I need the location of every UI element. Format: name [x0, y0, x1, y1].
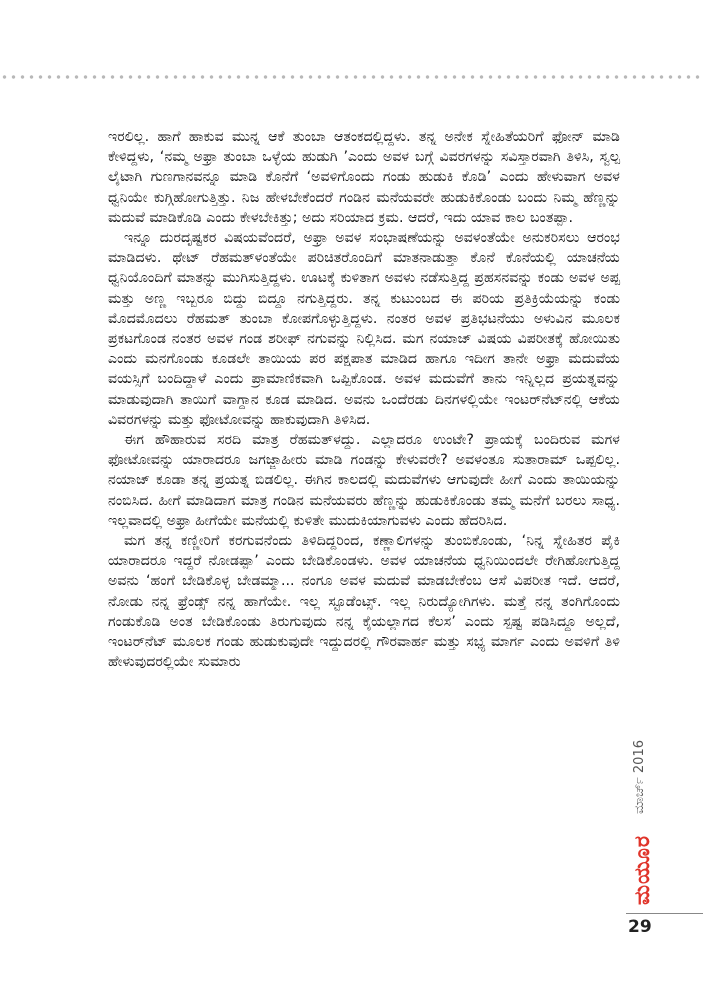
article-body: [108, 127, 620, 672]
magazine-name: ಮಯೂರ: [630, 835, 654, 905]
paragraph-2: ಇನ್ನೂ ದುರದೃಷ್ಟಕರ ವಿಷಯವೆಂದರೆ, ಅಫ್ರಾ ಅವಳ ಸಂಭಾಷಣೆಯನ್ನು ಅವಳಂತೆಯೇ ಅನುಕರಿಸಲು ಆರಂಭ ಮಾಡಿದಳು. ಥೇಟ್ ರೆಹಮತ್‌ಳಂತೆಯೇ ಪರಿಚಿತರೊಂದಿಗೆ ಮಾತನಾಡುತ್ತಾ ಕೊನೆ ಕೊನೆಯಲ್ಲಿ ಯಾಚನೆಯ ಧ್ವನಿಯೊಂದಿಗೆ ಮಾತನ್ನು ಮುಗಿಸುತ್ತಿದ್ದಳು. ಊಟಕ್ಕೆ ಕುಳಿತಾಗ ಅವಳು ನಡೆಸುತ್ತಿದ್ದ ಪ್ರಹಸನವನ್ನು ಕಂಡು ಅವಳ ಅಪ್ಪ ಮತ್ತು ಅಣ್ಣ ಇಬ್ಬರೂ ಬಿದ್ದು ಬಿದ್ದೂ ನಗುತ್ತಿದ್ದರು. ತನ್ನ ಕುಟುಂಬದ ಈ ಪರಿಯ ಪ್ರತಿಕ್ರಿಯೆಯನ್ನು ಕಂಡು ಮೊದಮೊದಲು ರೆಹಮತ್ ತುಂಬಾ ಕೋಪಗೊಳ್ಳುತ್ತಿದ್ದಳು. ನಂತರ ಅವಳ ಪ್ರತಿಭಟನೆಯು ಅಳುವಿನ ಮೂಲಕ ಪ್ರಕಟಗೊಂಡ ನಂತರ ಅವಳ ಗಂಡ ಶರೀಫ್ ನಗುವನ್ನು ನಿಲ್ಲಿಸಿದ. ಮಗ ನಯಾಜ್ ವಿಷಯ ವಿಪರೀತಕ್ಕೆ ಹೋಯಿತು ಎಂದು ಮನಗೊಂಡು ಕೂಡಲೇ ತಾಯಿಯ ಪರ ಪಕ್ಷಪಾತ ಮಾಡಿದ ಹಾಗೂ ಇದೀಗ ತಾನೇ ಅಫ್ರಾ ಮದುವೆಯ ವಯಸ್ಸಿಗೆ ಬಂದಿದ್ದಾಳೆ ಎಂದು ಪ್ರಾಮಾಣಿಕವಾಗಿ ಒಪ್ಪಿಕೊಂಡ. ಅವಳ ಮದುವೆಗೆ ತಾನು ಇನ್ನಿಲ್ಲದ ಪ್ರಯತ್ನವನ್ನು ಮಾಡುವುದಾಗಿ ತಾಯಿಗೆ ವಾಗ್ದಾನ ಕೂಡ ಮಾಡಿದ. ಅವನು ಒಂದೆರಡು ದಿನಗಳಲ್ಲಿಯೇ ಇಂಟರ್‌ನೆಟ್‌ನಲ್ಲಿ ಆಕೆಯ ವಿವರಗಳನ್ನು ಮತ್ತು ಫೋಟೋವನ್ನು ಹಾಕುವುದಾಗಿ ತಿಳಿಸಿದ.: [108, 230, 620, 428]
paragraph-1: ಇರಲಿಲ್ಲ. ಹಾಗೆ ಹಾಕುವ ಮುನ್ನ ಆಕೆ ತುಂಬಾ ಆತಂಕದಲ್ಲಿದ್ದಳು. ತನ್ನ ಅನೇಕ ಸ್ನೇಹಿತೆಯರಿಗೆ ಫೋನ್ ಮಾಡಿ ಕೇಳಿದ್ದಳು, ‘ನಮ್ಮ ಅಫ್ರಾ ತುಂಬಾ ಒಳ್ಳೆಯ ಹುಡುಗಿ ’ಎಂದು ಅವಳ ಬಗ್ಗೆ ವಿವರಗಳನ್ನು ಸವಿಸ್ತಾರವಾಗಿ ತಿಳಿಸಿ, ಸ್ವಲ್ಪ ಲೈಟಾಗಿ ಗುಣಗಾನವನ್ನೂ ಮಾಡಿ ಕೊನೆಗೆ ‘ಅವಳಿಗೊಂದು ಗಂಡು ಹುಡುಕಿ ಕೊಡಿ’ ಎಂದು ಹೇಳುವಾಗ ಅವಳ ಧ್ವನಿಯೇ ಕುಗ್ಗಿಹೋಗುತ್ತಿತ್ತು. ನಿಜ ಹೇಳಬೇಕೆಂದರೆ ಗಂಡಿನ ಮನೆಯವರೇ ಹುಡುಕಿಕೊಂಡು ಬಂದು ನಿಮ್ಮ ಹೆಣ್ಣನ್ನು ಮದುವೆ ಮಾಡಿಕೊಡಿ ಎಂದು ಕೇಳಬೇಕಿತ್ತು; ಅದು ಸರಿಯಾದ ಕ್ರಮ. ಆದರೆ, ಇದು ಯಾವ ಕಾಲ ಬಂತಪ್ಪಾ.: [108, 129, 620, 226]
magazine-side-label: [632, 727, 656, 905]
issue-date: ಮಾರ್ಚ್ 2016: [632, 740, 647, 814]
paragraph-4: ಮಗ ತನ್ನ ಕಣ್ಣೀರಿಗೆ ಕರಗುವನೆಂದು ತಿಳಿದಿದ್ದರಿಂದ, ಕಣ್ಣಾಲಿಗಳನ್ನು ತುಂಬಿಕೊಂಡು, ‘ನಿನ್ನ ಸ್ನೇಹಿತರ ಪೈಕಿ ಯಾರಾದರೂ ಇದ್ದರೆ ನೋಡಪ್ಪಾ’ ಎಂದು ಬೇಡಿಕೊಂಡಳು. ಅವಳ ಯಾಚನೆಯ ಧ್ವನಿಯಿಂದಲೇ ರೇಗಿಹೋಗುತ್ತಿದ್ದ ಅವನು ‘ಹಂಗೆ ಬೇಡಿಕೊಳ್ಳ ಬೇಡಮ್ಮಾ... ನಂಗೂ ಅವಳ ಮದುವೆ ಮಾಡಬೇಕೆಂಬ ಆಸೆ ವಿಪರೀತ ಇದೆ. ಆದರೆ, ನೋಡು ನನ್ನ ಫ್ರೆಂಡ್ಸ್ ನನ್ನ ಹಾಗೆಯೇ. ಇಲ್ಲ ಸ್ಟೂಡೆಂಟ್ಸ್. ಇಲ್ಲ ನಿರುದ್ಯೋಗಿಗಳು. ಮತ್ತೆ ನನ್ನ ತಂಗಿಗೊಂದು ಗಂಡುಕೊಡಿ ಅಂತ ಬೇಡಿಕೊಂಡು ತಿರುಗುವುದು ನನ್ನ ಕೈಯಲ್ಲಾಗದ ಕೆಲಸ’ ಎಂದು ಸ್ಪಷ್ಟ ಪಡಿಸಿದ್ದೂ ಅಲ್ಲದೆ, ಇಂಟರ್‌ನೆಟ್ ಮೂಲಕ ಗಂಡು ಹುಡುಕುವುದೇ ಇದ್ದುದರಲ್ಲಿ ಗೌರವಾರ್ಹ ಮತ್ತು ಸಭ್ಯ ಮಾರ್ಗ ಎಂದು ಅವಳಿಗೆ ತಿಳಿ ಹೇಳುವುದರಲ್ಲಿಯೇ ಸುಮಾರು: [108, 533, 620, 671]
dotted-header-rule: [0, 74, 703, 80]
paragraph-3: ಈಗ ಹೌಹಾರುವ ಸರದಿ ಮಾತ್ರ ರೆಹಮತ್‌ಳದ್ದು. ಎಲ್ಲಾದರೂ ಉಂಟೇ? ಪ್ರಾಯಕ್ಕೆ ಬಂದಿರುವ ಮಗಳ ಫೋಟೋವನ್ನು ಯಾರಾದರೂ ಜಗಜ್ಜಾಹೀರು ಮಾಡಿ ಗಂಡನ್ನು ಕೇಳುವರೇ? ಅವಳಂತೂ ಸುತಾರಾಮ್ ಒಪ್ಪಲಿಲ್ಲ. ನಯಾಜ್ ಕೂಡಾ ತನ್ನ ಪ್ರಯತ್ನ ಬಿಡಲಿಲ್ಲ. ಈಗಿನ ಕಾಲದಲ್ಲಿ ಮದುವೆಗಳು ಆಗುವುದೇ ಹೀಗೆ ಎಂದು ತಾಯಿಯನ್ನು ನಂಬಿಸಿದ. ಹೀಗೆ ಮಾಡಿದಾಗ ಮಾತ್ರ ಗಂಡಿನ ಮನೆಯವರು ಹೆಣ್ಣನ್ನು ಹುಡುಕಿಕೊಂಡು ತಮ್ಮ ಮನೆಗೆ ಬರಲು ಸಾಧ್ಯ. ಇಲ್ಲವಾದಲ್ಲಿ ಅಫ್ರಾ ಹೀಗೆಯೇ ಮನೆಯಲ್ಲಿ ಕುಳಿತೇ ಮುದುಕಿಯಾಗುವಳು ಎಂದು ಹೆದರಿಸಿದ.: [108, 432, 620, 529]
page-number-rule: [626, 913, 703, 914]
page-number: 29: [628, 917, 652, 937]
